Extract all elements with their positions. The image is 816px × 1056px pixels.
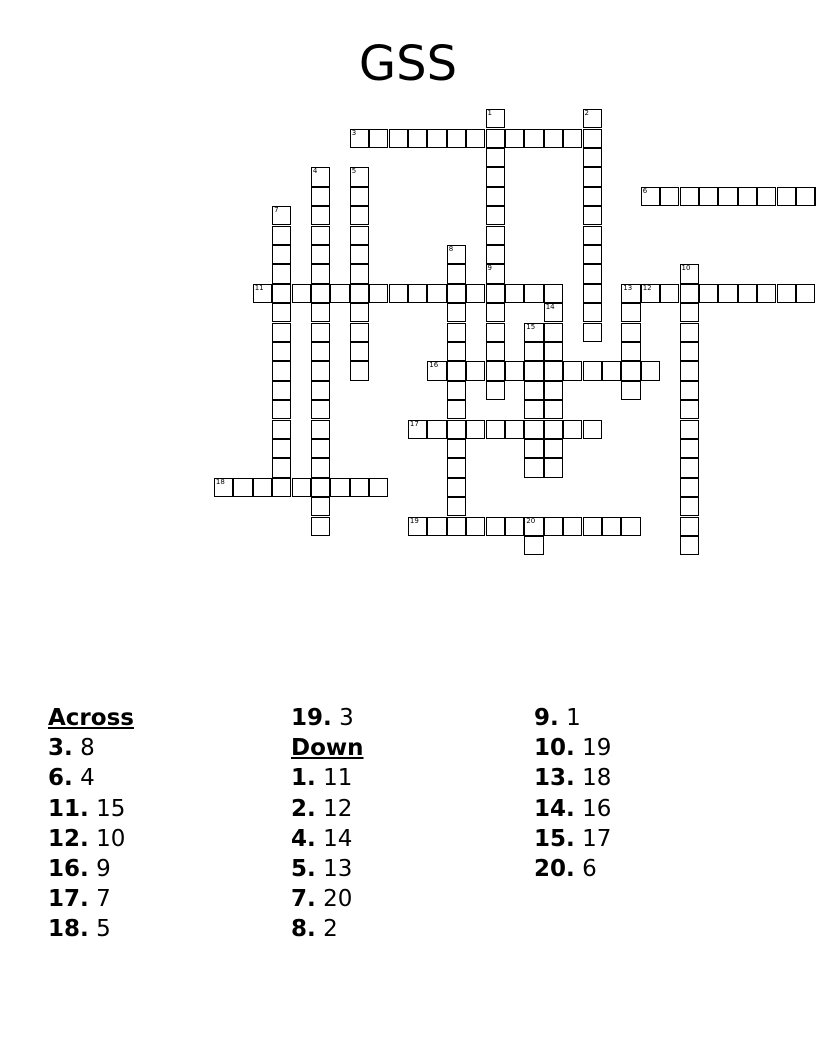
cell-number: 13 — [623, 283, 633, 292]
clue-number: 15. — [534, 825, 575, 852]
grid-cell[interactable] — [660, 284, 679, 303]
grid-cell[interactable] — [447, 517, 466, 536]
cell-number: 14 — [545, 303, 555, 312]
grid-cell[interactable] — [641, 187, 660, 206]
grid-cell[interactable] — [680, 284, 699, 303]
grid-cell[interactable] — [369, 284, 388, 303]
grid-cell[interactable] — [272, 264, 291, 283]
grid-cell[interactable] — [621, 361, 640, 380]
grid-cell[interactable] — [447, 303, 466, 322]
clue-number: 7. — [291, 886, 316, 913]
grid-cell[interactable] — [796, 187, 815, 206]
grid-cell[interactable] — [583, 420, 602, 439]
grid-cell[interactable] — [447, 284, 466, 303]
grid-cell[interactable] — [796, 284, 815, 303]
grid-cell[interactable] — [427, 284, 446, 303]
grid-cell[interactable] — [350, 129, 369, 148]
grid-cell[interactable] — [680, 458, 699, 477]
grid-cell[interactable] — [680, 361, 699, 380]
grid-cell[interactable] — [680, 536, 699, 555]
grid-cell[interactable] — [350, 478, 369, 497]
grid-cell[interactable] — [680, 420, 699, 439]
grid-cell[interactable] — [311, 497, 330, 516]
grid-cell[interactable] — [311, 517, 330, 536]
clue-number: 13. — [534, 765, 575, 792]
clue-across-16 — [48, 854, 134, 884]
clue-answer: 13 — [323, 856, 353, 883]
clue-answer: 14 — [323, 825, 353, 852]
grid-cell[interactable] — [408, 284, 427, 303]
grid-cell[interactable] — [563, 420, 582, 439]
grid-cell[interactable] — [466, 284, 485, 303]
cell-number: 8 — [448, 244, 454, 253]
grid-cell[interactable] — [524, 129, 543, 148]
grid-cell[interactable] — [350, 264, 369, 283]
grid-cell[interactable] — [272, 478, 291, 497]
grid-cell[interactable] — [311, 361, 330, 380]
grid-cell[interactable] — [447, 439, 466, 458]
grid-cell[interactable] — [272, 323, 291, 342]
clue-down-2 — [291, 794, 364, 824]
clue-across-19 — [291, 703, 364, 733]
clue-answer: 7 — [96, 886, 111, 913]
grid-cell[interactable] — [680, 342, 699, 361]
grid-cell[interactable] — [311, 284, 330, 303]
clue-number: 4. — [291, 825, 316, 852]
grid-cell[interactable] — [583, 264, 602, 283]
grid-cell[interactable] — [447, 361, 466, 380]
grid-cell[interactable] — [272, 303, 291, 322]
clue-down-10 — [534, 733, 611, 763]
grid-cell[interactable] — [680, 517, 699, 536]
cell-number: 1 — [487, 109, 492, 118]
grid-cell[interactable] — [680, 497, 699, 516]
grid-cell[interactable] — [680, 400, 699, 419]
grid-cell[interactable] — [524, 323, 543, 342]
clue-number: 12. — [48, 825, 89, 852]
grid-cell[interactable] — [427, 129, 446, 148]
clue-answer: 3 — [339, 705, 354, 731]
clue-answer: 11 — [323, 765, 353, 792]
clue-answer: 19 — [582, 735, 612, 762]
grid-cell[interactable] — [447, 497, 466, 516]
grid-cell[interactable] — [447, 323, 466, 342]
grid-cell[interactable] — [233, 478, 252, 497]
down-heading: Down — [291, 735, 364, 762]
grid-cell[interactable] — [680, 303, 699, 322]
clue-column-2 — [291, 703, 364, 945]
grid-cell[interactable] — [408, 517, 427, 536]
cell-number: 5 — [351, 167, 357, 176]
grid-cell[interactable] — [583, 109, 602, 128]
clue-answer: 10 — [96, 825, 126, 852]
clue-answer: 12 — [323, 795, 353, 822]
grid-cell[interactable] — [369, 129, 388, 148]
clue-number: 11. — [48, 795, 89, 822]
grid-cell[interactable] — [583, 361, 602, 380]
cell-number: 20 — [526, 516, 536, 525]
grid-cell[interactable] — [272, 439, 291, 458]
clue-answer: 8 — [80, 735, 95, 762]
grid-cell[interactable] — [641, 284, 660, 303]
grid-cell[interactable] — [214, 478, 233, 497]
grid-cell[interactable] — [311, 478, 330, 497]
grid-cell[interactable] — [447, 129, 466, 148]
grid-cell[interactable] — [738, 284, 757, 303]
clue-number: 1. — [291, 765, 316, 792]
grid-cell[interactable] — [583, 226, 602, 245]
clue-answer: 4 — [80, 765, 95, 792]
clue-number: 5. — [291, 856, 316, 883]
cell-number: 3 — [351, 128, 357, 137]
grid-cell[interactable] — [544, 129, 563, 148]
grid-cell[interactable] — [427, 517, 446, 536]
grid-cell[interactable] — [486, 323, 505, 342]
across-heading: Across — [48, 705, 134, 731]
grid-cell[interactable] — [486, 109, 505, 128]
grid-cell[interactable] — [524, 536, 543, 555]
grid-cell[interactable] — [292, 478, 311, 497]
grid-cell[interactable] — [583, 284, 602, 303]
grid-cell[interactable] — [524, 361, 543, 380]
grid-cell[interactable] — [272, 381, 291, 400]
grid-cell[interactable] — [621, 303, 640, 322]
grid-cell[interactable] — [583, 187, 602, 206]
grid-cell[interactable] — [486, 167, 505, 186]
grid-cell[interactable] — [311, 264, 330, 283]
grid-cell[interactable] — [699, 187, 718, 206]
clue-answer: 9 — [96, 856, 111, 883]
cell-number: 11 — [254, 283, 264, 292]
grid-cell[interactable] — [524, 420, 543, 439]
cell-number: 6 — [642, 186, 648, 195]
grid-cell[interactable] — [389, 129, 408, 148]
grid-cell[interactable] — [641, 361, 660, 380]
clue-down-1 — [291, 763, 364, 793]
grid-cell[interactable] — [408, 420, 427, 439]
grid-cell[interactable] — [350, 342, 369, 361]
cell-number: 19 — [409, 516, 419, 525]
cell-number: 7 — [274, 206, 279, 215]
grid-cell[interactable] — [524, 439, 543, 458]
clue-down-5 — [291, 854, 364, 884]
grid-cell[interactable] — [486, 342, 505, 361]
grid-cell[interactable] — [486, 381, 505, 400]
grid-cell[interactable] — [583, 167, 602, 186]
grid-cell[interactable] — [602, 517, 621, 536]
grid-cell[interactable] — [311, 167, 330, 186]
grid-cell[interactable] — [408, 129, 427, 148]
grid-cell[interactable] — [544, 439, 563, 458]
grid-cell[interactable] — [311, 458, 330, 477]
clue-down-8 — [291, 914, 364, 944]
grid-cell[interactable] — [583, 517, 602, 536]
cell-number: 15 — [526, 322, 536, 331]
clue-down-4 — [291, 824, 364, 854]
grid-cell[interactable] — [544, 342, 563, 361]
clue-answer: 15 — [96, 795, 126, 822]
grid-cell[interactable] — [757, 187, 776, 206]
grid-cell[interactable] — [680, 323, 699, 342]
cell-number: 4 — [312, 167, 318, 176]
grid-cell[interactable] — [369, 478, 388, 497]
grid-cell[interactable] — [427, 361, 446, 380]
grid-cell[interactable] — [272, 206, 291, 225]
grid-cell[interactable] — [563, 517, 582, 536]
grid-cell[interactable] — [389, 284, 408, 303]
grid-cell[interactable] — [486, 226, 505, 245]
grid-cell[interactable] — [486, 284, 505, 303]
grid-cell[interactable] — [447, 245, 466, 264]
grid-cell[interactable] — [777, 187, 796, 206]
clue-number: 3. — [48, 735, 73, 762]
grid-cell[interactable] — [486, 517, 505, 536]
grid-cell[interactable] — [311, 400, 330, 419]
grid-cell[interactable] — [447, 342, 466, 361]
grid-cell[interactable] — [350, 167, 369, 186]
grid-cell[interactable] — [350, 323, 369, 342]
grid-cell[interactable] — [486, 206, 505, 225]
clue-number: 2. — [291, 795, 316, 822]
clue-down-14 — [534, 794, 611, 824]
grid-cell[interactable] — [486, 187, 505, 206]
grid-cell[interactable] — [272, 226, 291, 245]
grid-cell[interactable] — [583, 323, 602, 342]
clue-number: 9. — [534, 705, 559, 731]
clue-across-3 — [48, 733, 134, 763]
grid-cell[interactable] — [544, 381, 563, 400]
grid-cell[interactable] — [311, 245, 330, 264]
grid-cell[interactable] — [427, 420, 446, 439]
grid-cell[interactable] — [311, 381, 330, 400]
clue-across-6 — [48, 763, 134, 793]
grid-cell[interactable] — [524, 381, 543, 400]
grid-cell[interactable] — [272, 400, 291, 419]
grid-cell[interactable] — [505, 361, 524, 380]
grid-cell[interactable] — [311, 206, 330, 225]
grid-cell[interactable] — [680, 381, 699, 400]
grid-cell[interactable] — [466, 517, 485, 536]
grid-cell[interactable] — [447, 478, 466, 497]
grid-cell[interactable] — [272, 420, 291, 439]
grid-cell[interactable] — [680, 439, 699, 458]
grid-cell[interactable] — [621, 517, 640, 536]
clue-across-11 — [48, 794, 134, 824]
grid-cell[interactable] — [350, 245, 369, 264]
grid-cell[interactable] — [253, 478, 272, 497]
grid-cell[interactable] — [680, 264, 699, 283]
grid-cell[interactable] — [447, 458, 466, 477]
grid-cell[interactable] — [330, 284, 349, 303]
grid-cell[interactable] — [621, 323, 640, 342]
grid-cell[interactable] — [486, 245, 505, 264]
grid-cell[interactable] — [738, 187, 757, 206]
grid-cell[interactable] — [544, 420, 563, 439]
grid-cell[interactable] — [466, 129, 485, 148]
clue-answer: 20 — [323, 886, 353, 913]
grid-cell[interactable] — [272, 284, 291, 303]
grid-cell[interactable] — [583, 148, 602, 167]
grid-cell[interactable] — [602, 361, 621, 380]
grid-cell[interactable] — [350, 187, 369, 206]
clue-number: 10. — [534, 735, 575, 762]
grid-cell[interactable] — [583, 245, 602, 264]
grid-cell[interactable] — [757, 284, 776, 303]
cell-number: 16 — [429, 361, 439, 370]
grid-cell[interactable] — [505, 517, 524, 536]
grid-cell[interactable] — [447, 381, 466, 400]
clue-column-3 — [534, 703, 611, 884]
clue-column-1 — [48, 703, 134, 945]
grid-cell[interactable] — [486, 303, 505, 322]
grid-cell[interactable] — [447, 400, 466, 419]
clue-down-20 — [534, 854, 611, 884]
grid-cell[interactable] — [621, 284, 640, 303]
grid-cell[interactable] — [350, 303, 369, 322]
grid-cell[interactable] — [272, 245, 291, 264]
clue-answer: 5 — [96, 916, 111, 943]
grid-cell[interactable] — [311, 439, 330, 458]
grid-cell[interactable] — [524, 400, 543, 419]
grid-cell[interactable] — [466, 361, 485, 380]
grid-cell[interactable] — [447, 420, 466, 439]
grid-cell[interactable] — [466, 420, 485, 439]
grid-cell[interactable] — [563, 129, 582, 148]
grid-cell[interactable] — [544, 361, 563, 380]
grid-cell[interactable] — [486, 129, 505, 148]
grid-cell[interactable] — [583, 303, 602, 322]
grid-cell[interactable] — [292, 284, 311, 303]
clue-number: 6. — [48, 765, 73, 792]
clue-across-12 — [48, 824, 134, 854]
grid-cell[interactable] — [253, 284, 272, 303]
clue-number: 16. — [48, 856, 89, 883]
cell-number: 2 — [584, 109, 589, 118]
grid-cell[interactable] — [486, 148, 505, 167]
grid-cell[interactable] — [563, 361, 582, 380]
grid-cell[interactable] — [505, 129, 524, 148]
grid-cell[interactable] — [583, 206, 602, 225]
clue-answer: 17 — [582, 825, 612, 852]
clue-answer: 1 — [566, 705, 581, 731]
clue-across-18 — [48, 914, 134, 944]
clue-answer: 18 — [582, 765, 612, 792]
clue-answer: 16 — [582, 795, 612, 822]
clue-down-9 — [534, 703, 611, 733]
grid-cell[interactable] — [447, 264, 466, 283]
clue-number: 18. — [48, 916, 89, 943]
clue-answer: 2 — [323, 916, 338, 943]
grid-cell[interactable] — [544, 458, 563, 477]
grid-cell[interactable] — [311, 187, 330, 206]
clue-number: 14. — [534, 795, 575, 822]
cell-number: 12 — [642, 283, 652, 292]
grid-cell[interactable] — [621, 381, 640, 400]
grid-cell[interactable] — [311, 342, 330, 361]
grid-cell[interactable] — [583, 129, 602, 148]
grid-cell[interactable] — [486, 420, 505, 439]
grid-cell[interactable] — [524, 458, 543, 477]
grid-cell[interactable] — [350, 206, 369, 225]
grid-cell[interactable] — [350, 361, 369, 380]
grid-cell[interactable] — [524, 517, 543, 536]
grid-cell[interactable] — [524, 342, 543, 361]
grid-cell[interactable] — [621, 342, 640, 361]
grid-cell[interactable] — [330, 478, 349, 497]
grid-cell[interactable] — [777, 284, 796, 303]
grid-cell[interactable] — [350, 226, 369, 245]
grid-cell[interactable] — [311, 226, 330, 245]
grid-cell[interactable] — [486, 264, 505, 283]
grid-cell[interactable] — [311, 323, 330, 342]
grid-cell[interactable] — [524, 284, 543, 303]
cell-number: 9 — [487, 264, 492, 273]
grid-cell[interactable] — [272, 361, 291, 380]
grid-cell[interactable] — [680, 187, 699, 206]
puzzle-title: GSS — [358, 36, 458, 92]
clue-number: 20. — [534, 856, 575, 883]
clue-down-7 — [291, 884, 364, 914]
grid-cell[interactable] — [544, 400, 563, 419]
grid-cell[interactable] — [272, 458, 291, 477]
grid-cell[interactable] — [544, 284, 563, 303]
clue-number: 19. — [291, 705, 332, 731]
grid-cell[interactable] — [311, 303, 330, 322]
clue-number: 17. — [48, 886, 89, 913]
grid-cell[interactable] — [486, 361, 505, 380]
grid-cell[interactable] — [699, 284, 718, 303]
clue-across-17 — [48, 884, 134, 914]
cell-number: 18 — [215, 477, 225, 486]
grid-cell[interactable] — [718, 284, 737, 303]
grid-cell[interactable] — [272, 342, 291, 361]
clue-answer: 6 — [582, 856, 597, 883]
grid-cell[interactable] — [505, 284, 524, 303]
grid-cell[interactable] — [660, 187, 679, 206]
grid-cell[interactable] — [311, 420, 330, 439]
grid-cell[interactable] — [544, 303, 563, 322]
cell-number: 10 — [681, 264, 691, 273]
grid-cell[interactable] — [680, 478, 699, 497]
cell-number: 17 — [409, 419, 419, 428]
clue-down-13 — [534, 763, 611, 793]
grid-cell[interactable] — [544, 323, 563, 342]
clue-number: 8. — [291, 916, 316, 943]
grid-cell[interactable] — [544, 517, 563, 536]
clue-down-15 — [534, 824, 611, 854]
grid-cell[interactable] — [718, 187, 737, 206]
grid-cell[interactable] — [350, 284, 369, 303]
grid-cell[interactable] — [505, 420, 524, 439]
